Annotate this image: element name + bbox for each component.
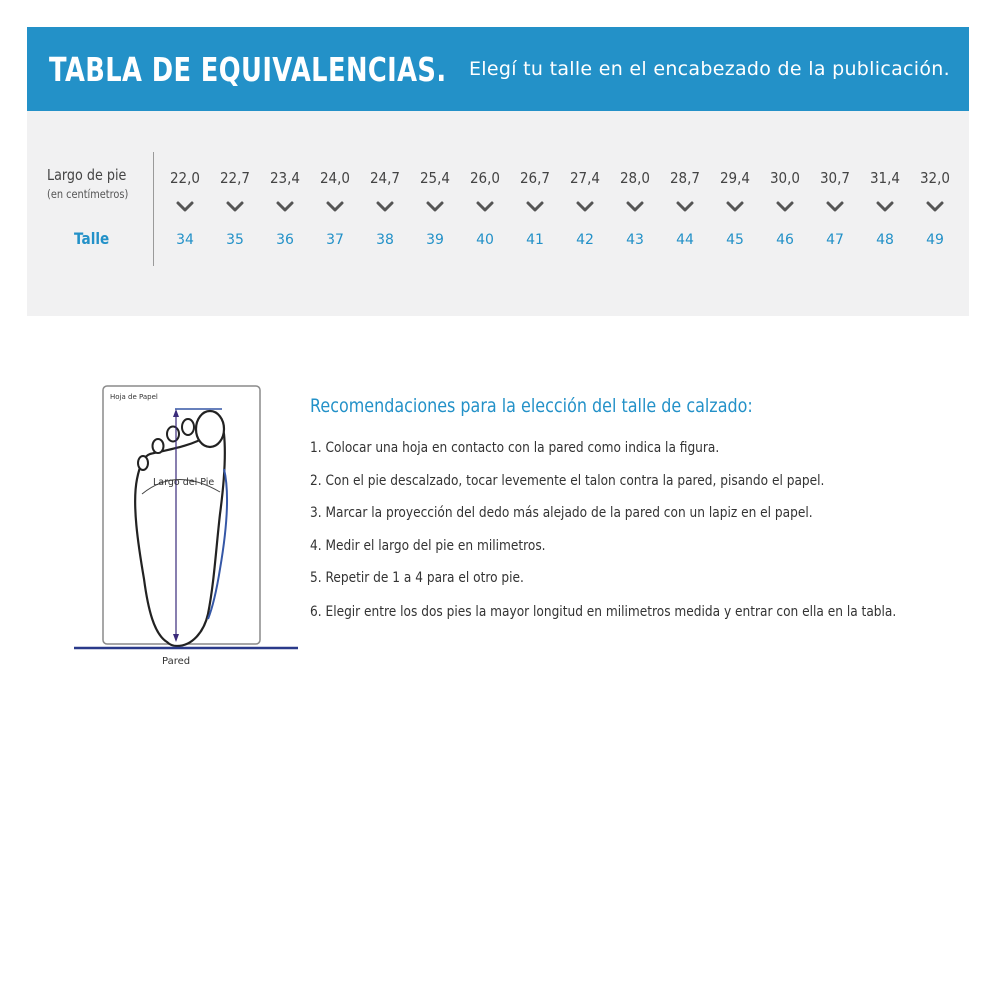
foot-length-value: 26,0 — [469, 169, 501, 187]
foot-diagram — [72, 384, 304, 674]
foot-length-value: 25,4 — [419, 169, 451, 187]
size-value: 34 — [176, 232, 194, 248]
size-value: 49 — [926, 232, 944, 248]
chevron-down-icon — [610, 200, 660, 220]
chevron-down-icon — [810, 200, 860, 220]
foot-length-value: 30,7 — [819, 169, 851, 187]
recommendations-title: Recomendaciones para la elección del talle de calzado: — [310, 395, 753, 417]
foot-length-value: 24,0 — [319, 169, 351, 187]
page-subtitle: Elegí tu talle en el encabezado de la publicación. — [469, 58, 950, 80]
foot-length-unit-label: (en centímetros) — [47, 187, 129, 201]
size-value: 45 — [726, 232, 744, 248]
table-divider — [153, 152, 154, 266]
paper-label: Hoja de Papel — [110, 393, 158, 401]
chevron-down-icon — [160, 200, 210, 220]
size-value: 36 — [276, 232, 294, 248]
foot-length-value: 22,7 — [219, 169, 251, 187]
size-value: 43 — [626, 232, 644, 248]
foot-length-value: 24,7 — [369, 169, 401, 187]
recommendation-item: 3. Marcar la proyección del dedo más alejado de la pared con un lapiz en el papel. — [310, 505, 813, 521]
toe-4 — [153, 439, 164, 453]
recommendation-item: 4. Medir el largo del pie en milimetros. — [310, 537, 546, 554]
chevron-down-icon — [910, 200, 960, 220]
chevron-down-icon — [760, 200, 810, 220]
size-label: Talle — [74, 229, 110, 248]
foot-length-value: 32,0 — [919, 169, 951, 187]
size-value: 38 — [376, 232, 394, 248]
recommendation-item: 5. Repetir de 1 a 4 para el otro pie. — [310, 570, 524, 586]
size-value: 44 — [676, 232, 694, 248]
size-value: 46 — [776, 232, 794, 248]
chevron-down-icon — [210, 200, 260, 220]
size-value: 41 — [526, 232, 544, 248]
foot-length-value: 27,4 — [569, 169, 601, 187]
recommendation-item: 2. Con el pie descalzado, tocar levemente el talon contra la pared, pisando el papel. — [310, 472, 825, 489]
size-value: 42 — [576, 232, 594, 248]
chevron-down-icon — [310, 200, 360, 220]
foot-length-label: Largo de pie — [47, 166, 127, 184]
foot-length-value: 28,7 — [669, 169, 701, 187]
chevron-down-icon — [510, 200, 560, 220]
toe-2 — [182, 419, 194, 435]
chevron-down-icon — [260, 200, 310, 220]
big-toe — [196, 411, 224, 447]
chevron-down-icon — [460, 200, 510, 220]
size-value: 37 — [326, 232, 344, 248]
toe-5 — [138, 456, 148, 470]
foot-length-figure-label: Largo del Pie — [153, 477, 215, 488]
chevron-down-icon — [860, 200, 910, 220]
chevron-down-icon — [360, 200, 410, 220]
recommendations-list — [310, 432, 950, 627]
wall-label: Pared — [162, 656, 191, 667]
recommendation-item: 6. Elegir entre los dos pies la mayor longitud en milimetros medida y entrar con ella en la tabla. — [310, 603, 897, 620]
size-value: 40 — [476, 232, 494, 248]
page-title: TABLA DE EQUIVALENCIAS. — [49, 49, 447, 89]
chevron-down-icon — [410, 200, 460, 220]
chevron-down-icon — [660, 200, 710, 220]
foot-length-value: 23,4 — [269, 169, 301, 187]
size-value: 47 — [826, 232, 844, 248]
foot-length-value: 30,0 — [769, 169, 801, 187]
foot-length-value: 29,4 — [719, 169, 751, 187]
foot-length-value: 31,4 — [869, 169, 901, 187]
chevron-down-icon — [560, 200, 610, 220]
foot-length-value: 22,0 — [169, 169, 201, 187]
header-banner — [27, 27, 969, 111]
size-value: 48 — [876, 232, 894, 248]
recommendation-item: 1. Colocar una hoja en contacto con la pared como indica la figura. — [310, 440, 720, 456]
foot-length-value: 26,7 — [519, 169, 551, 187]
foot-measurement-figure — [72, 384, 304, 674]
chevron-down-icon — [710, 200, 760, 220]
size-value: 39 — [426, 232, 444, 248]
size-value: 35 — [226, 232, 244, 248]
toe-3 — [167, 427, 179, 442]
foot-length-value: 28,0 — [619, 169, 651, 187]
